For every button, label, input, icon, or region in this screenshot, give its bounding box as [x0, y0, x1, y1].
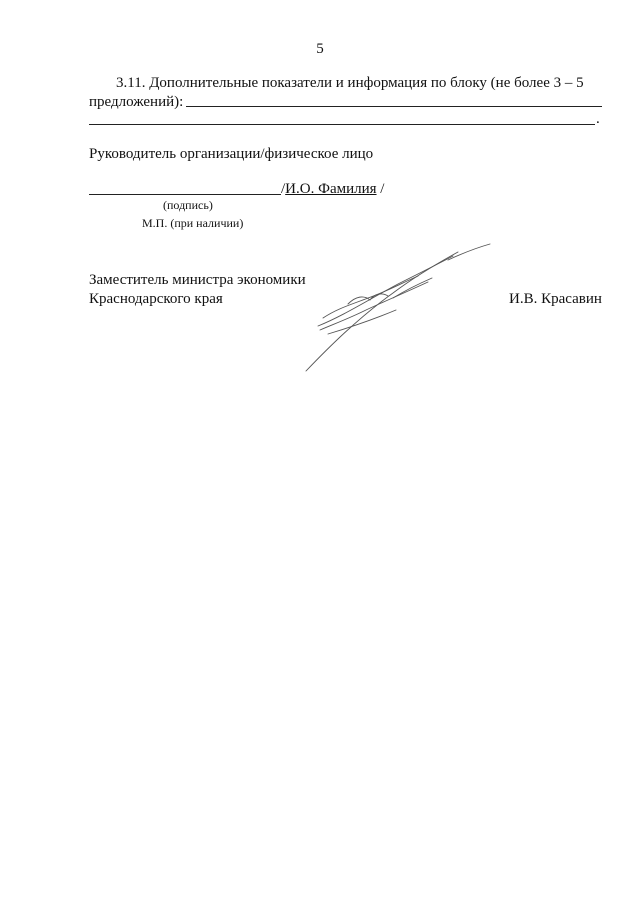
page-number: 5: [316, 41, 324, 57]
signatory-name: И.В. Красавин: [509, 291, 602, 307]
answer-end-mark: .: [596, 111, 600, 127]
signature-caption: (подпись): [163, 198, 213, 212]
signatory-position-line2: Краснодарского края: [89, 291, 223, 307]
handwritten-signature: [298, 238, 498, 373]
applicant-title: Руководитель организации/физическое лицо: [89, 146, 374, 162]
item-3-11-line1: 3.11. Дополнительные показатели и информация по блоку (не более 3 – 5: [116, 75, 584, 91]
answer-line-2: [89, 124, 595, 125]
seal-caption: М.П. (при наличии): [142, 216, 244, 230]
answer-line-1: [186, 106, 602, 107]
signatory-position-line1: Заместитель министра экономики: [89, 272, 306, 288]
item-3-11-line2: предложений):: [89, 94, 184, 110]
signature-line: [89, 194, 281, 195]
applicant-name-field: [281, 180, 384, 199]
name-suffix: /: [376, 181, 385, 197]
applicant-name: И.О. Фамилия: [285, 181, 377, 197]
name-prefix: /: [281, 181, 286, 197]
